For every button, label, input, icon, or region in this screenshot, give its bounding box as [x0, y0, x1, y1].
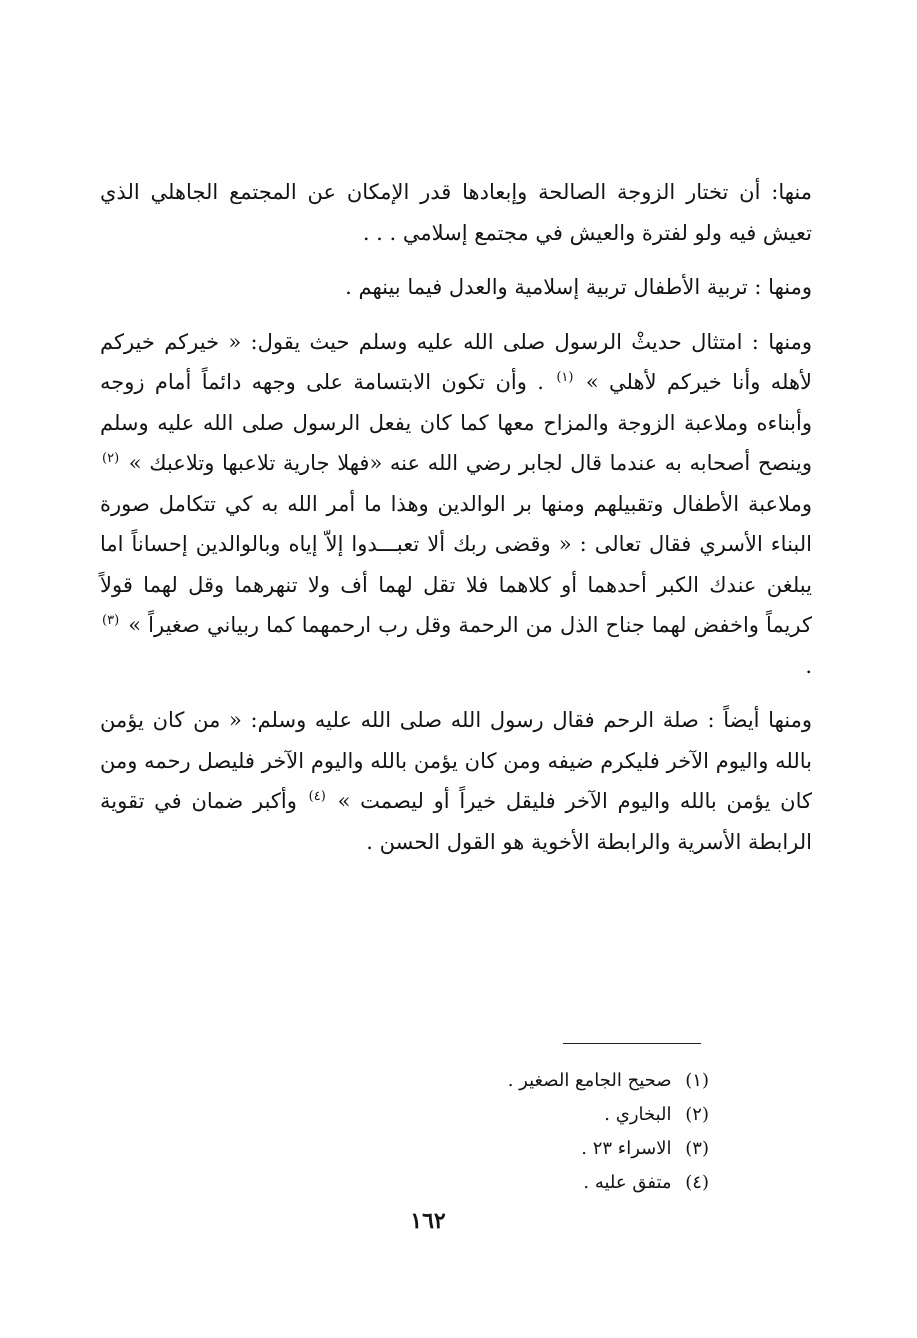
- footnote-number: (٤): [685, 1172, 709, 1193]
- paragraph-4-text-part-1: ومنها أيضاً : صلة الرحم فقال رسول الله صلى الله عليه وسلم: « من كان يؤمن بالله واليوم الآخر فليكرم ضيفه ومن كان يؤمن بالله واليوم الآخر فليصل رحمه ومن كان يؤمن بالله واليوم الآخر فليقل خيراً أو ليصمت »: [100, 708, 812, 813]
- footnote-item: [329, 1166, 709, 1200]
- footnote-number: (٣): [685, 1138, 709, 1159]
- paragraph-3-text-part-1: ومنها : امتثال حديثْ الرسول صلى الله عليه وسلم حيث يقول: « خيركم خيركم لأهله وأنا خيركم لأهلي »: [100, 329, 812, 394]
- paragraph-3-text-part-2: . وأن تكون الابتسامة على وجهه دائماً أمام زوجه وأبناءه وملاعبة الزوجة والمزاح معها كما كان يفعل الرسول صلى الله عليه وسلم وينصح أصحابه به عندما قال لجابر رضي الله عنه «فهلا جارية تلاعبها وتلاعبك »: [100, 370, 812, 475]
- footnote-ref-3: (٣): [102, 613, 120, 628]
- footnote-item: [329, 1132, 709, 1166]
- paragraph-1-text: منها: أن تختار الزوجة الصالحة وإبعادها قدر الإمكان عن المجتمع الجاهلي الذي تعيش فيه ولو لفترة والعيش في مجتمع إسلامي . . .: [100, 180, 812, 245]
- footnote-ref-4: (٤): [308, 789, 326, 804]
- main-text: [100, 172, 812, 862]
- footnote-text: متفق عليه .: [583, 1172, 672, 1193]
- paragraph-2: [100, 267, 812, 308]
- footnote-divider: [563, 1043, 701, 1044]
- paragraph-4-text-part-2: وأكبر ضمان في تقوية الرابطة الأسرية والرابطة الأخوية هو القول الحسن .: [100, 789, 812, 854]
- footnote-ref-1: (١): [556, 370, 574, 385]
- footnote-text: الاسراء ٢٣ .: [581, 1138, 672, 1159]
- paragraph-3-text-part-4: .: [805, 653, 812, 678]
- footnote-ref-2: (٢): [102, 451, 120, 466]
- footnote-number: (٢): [685, 1104, 709, 1125]
- footnote-item: [329, 1098, 709, 1132]
- paragraph-2-text: ومنها : تربية الأطفال تربية إسلامية والعدل فيما بينهم .: [345, 275, 812, 299]
- paragraph-3: [100, 322, 812, 687]
- footnote-text: البخاري .: [604, 1104, 672, 1125]
- page-number: ١٦٢: [410, 1208, 446, 1234]
- footnote-text: صحيح الجامع الصغير .: [507, 1070, 672, 1091]
- paragraph-1: [100, 172, 812, 253]
- paragraph-4: [100, 700, 812, 862]
- footnote-number: (١): [685, 1070, 709, 1091]
- paragraph-3-text-part-3: وملاعبة الأطفال وتقبيلهم ومنها بر الوالدين وهذا ما أمر الله به كي تتكامل صورة البناء الأسري فقال تعالى : « وقضى ربك ألا تعبـــدوا إلاّ إياه وبالوالدين إحساناً اما يبلغن عندك الكبر أحدهما أو كلاهما فلا تقل لهما أف ولا تنهرهما وقل لهما قولاً كريماً واخفض لهما جناح الذل من الرحمة وقل رب ارحمهما كما ربياني صغيراً »: [100, 491, 812, 637]
- footnotes-list: [329, 1064, 709, 1200]
- footnote-item: [329, 1064, 709, 1098]
